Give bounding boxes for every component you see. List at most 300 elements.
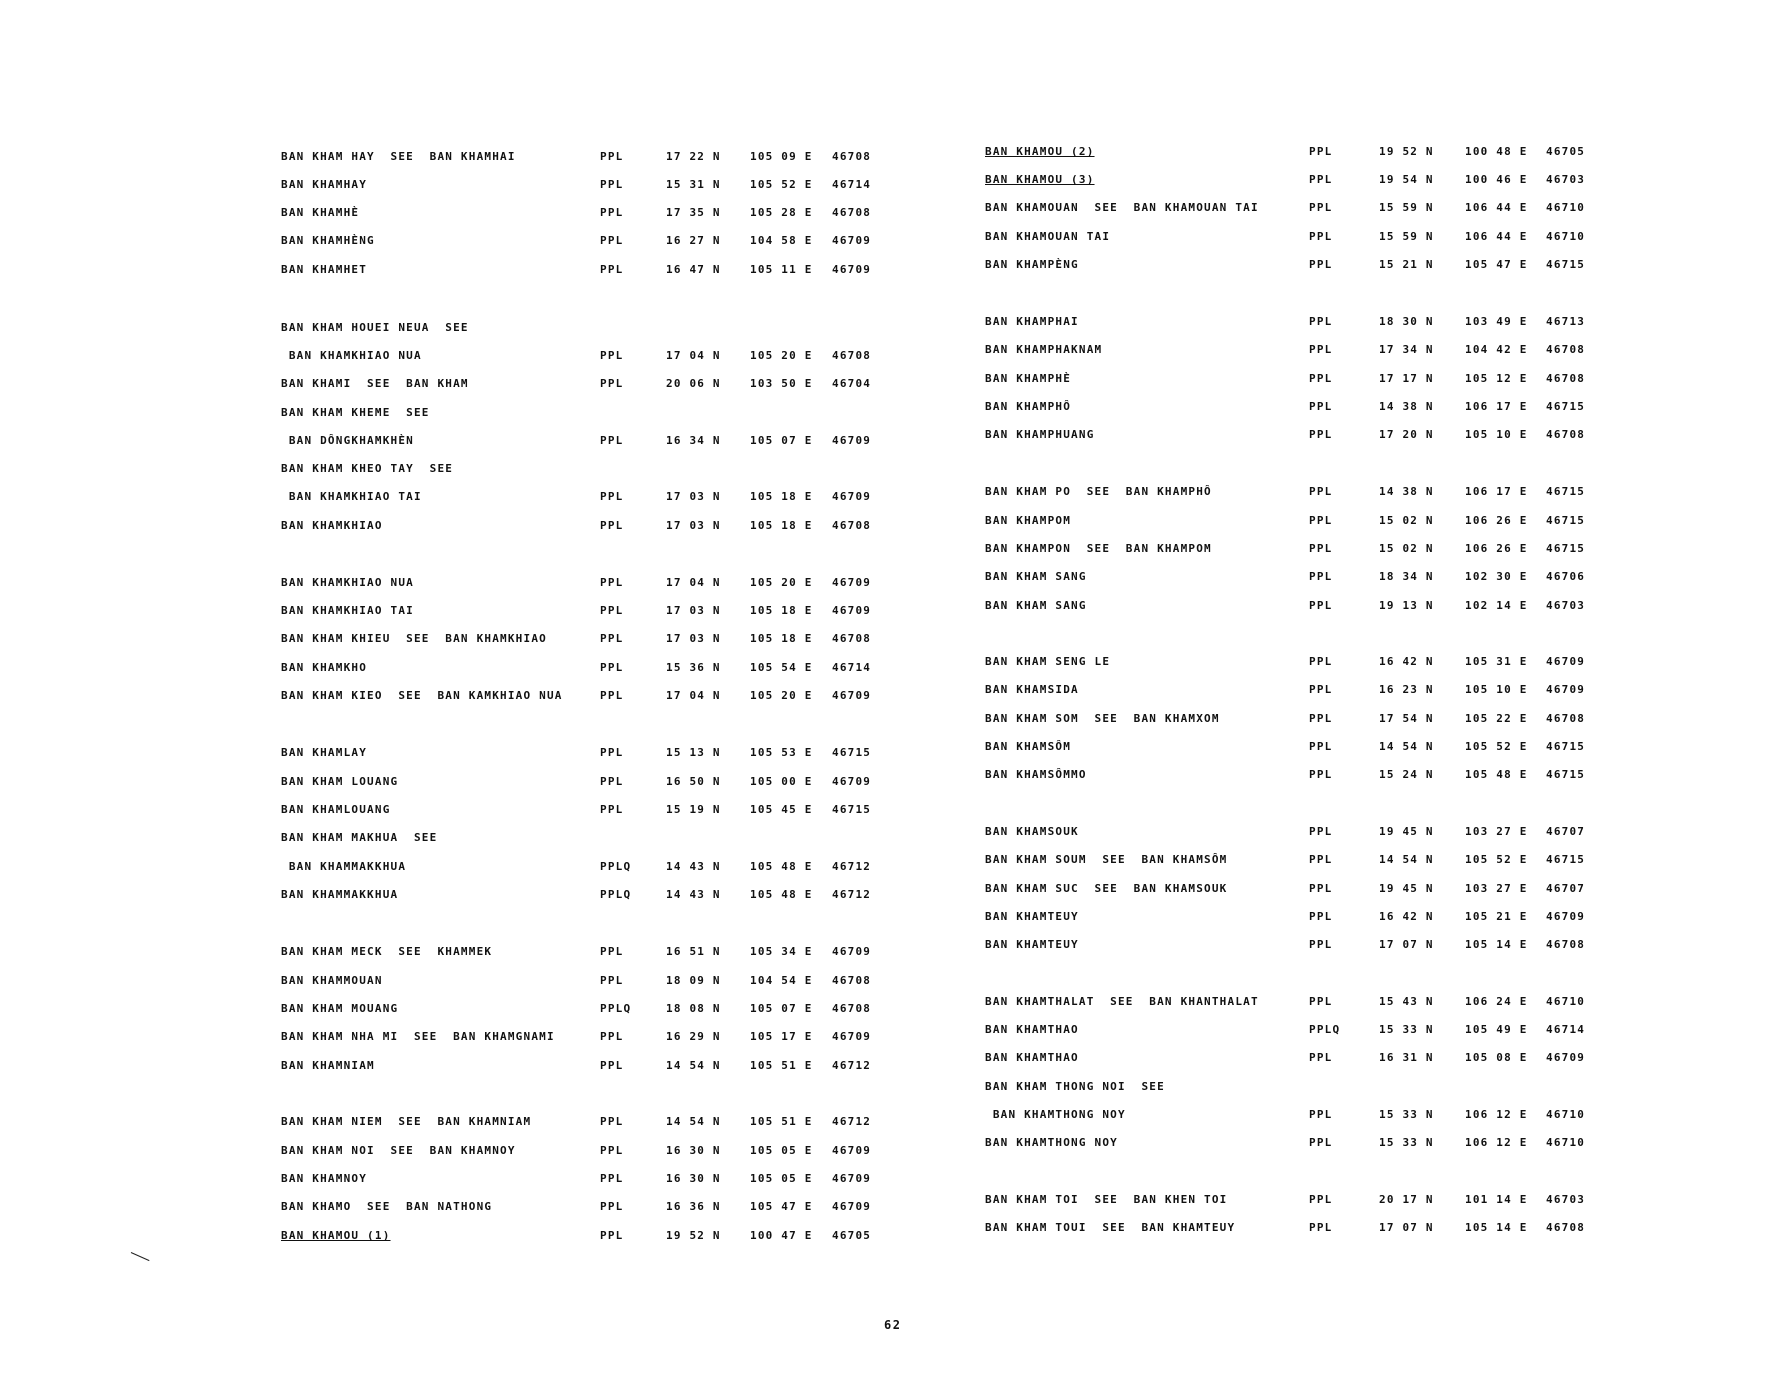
- entry-code: 46715: [1546, 514, 1586, 527]
- entry-lon: 105 53 E: [750, 746, 813, 759]
- entry-lat: 14 38 N: [1379, 400, 1434, 413]
- entry-type: PPL: [1309, 768, 1333, 781]
- entry-code: 46703: [1546, 1193, 1586, 1206]
- entry-type: PPL: [600, 206, 624, 219]
- entry-lat: 16 51 N: [666, 945, 721, 958]
- entry-type: PPL: [600, 349, 624, 362]
- entry-name: BAN KHAMKHIAO TAI: [281, 604, 414, 617]
- entry-type: PPL: [1309, 655, 1333, 668]
- entry-lat: 15 21 N: [1379, 258, 1434, 271]
- entry-lon: 102 30 E: [1465, 570, 1528, 583]
- entry-lon: 105 18 E: [750, 632, 813, 645]
- entry-name: BAN KHAMKHO: [281, 661, 368, 674]
- entry-code: 46714: [832, 661, 872, 674]
- entry-code: 46709: [832, 234, 872, 247]
- entry-lon: 105 28 E: [750, 206, 813, 219]
- entry-code: 46712: [832, 1059, 872, 1072]
- entry-code: 46703: [1546, 173, 1586, 186]
- entry-lon: 102 14 E: [1465, 599, 1528, 612]
- entry-name: BAN KHAMTHONG NOY: [985, 1108, 1126, 1121]
- entry-name: BAN KHAMSÔM: [985, 740, 1072, 753]
- entry-lat: 17 34 N: [1379, 343, 1434, 356]
- entry-lat: 17 04 N: [666, 349, 721, 362]
- entry-type: PPL: [1309, 343, 1333, 356]
- entry-name: BAN KHAMPOM: [985, 514, 1072, 527]
- entry-name: BAN KHAMTHAO: [985, 1023, 1079, 1036]
- entry-code: 46713: [1546, 315, 1586, 328]
- entry-name: BAN KHAMOU (2): [985, 145, 1095, 158]
- entry-code: 46715: [1546, 258, 1586, 271]
- entry-name: BAN KHAM THONG NOI SEE: [985, 1080, 1165, 1093]
- entry-type: PPL: [1309, 428, 1333, 441]
- entry-lon: 106 26 E: [1465, 514, 1528, 527]
- entry-lon: 106 24 E: [1465, 995, 1528, 1008]
- entry-type: PPL: [1309, 570, 1333, 583]
- entry-lon: 105 08 E: [1465, 1051, 1528, 1064]
- entry-name: BAN KHAMPHÈ: [985, 372, 1072, 385]
- entry-lat: 17 07 N: [1379, 1221, 1434, 1234]
- entry-name: BAN KHAMHÈNG: [281, 234, 375, 247]
- entry-lat: 16 42 N: [1379, 655, 1434, 668]
- entry-lon: 105 17 E: [750, 1030, 813, 1043]
- entry-name: BAN KHAM TOI SEE BAN KHEN TOI: [985, 1193, 1228, 1206]
- entry-name: BAN KHAM NOI SEE BAN KHAMNOY: [281, 1144, 516, 1157]
- entry-name: BAN KHAMKHIAO NUA: [281, 576, 414, 589]
- entry-name: BAN KHAMTEUY: [985, 910, 1079, 923]
- entry-lat: 16 31 N: [1379, 1051, 1434, 1064]
- entry-type: PPL: [1309, 1051, 1333, 1064]
- entry-lon: 103 27 E: [1465, 825, 1528, 838]
- entry-name: BAN KHAM PO SEE BAN KHAMPHÔ: [985, 485, 1212, 498]
- entry-name: BAN KHAMSIDA: [985, 683, 1079, 696]
- entry-type: PPL: [600, 1030, 624, 1043]
- entry-type: PPLQ: [600, 1002, 632, 1015]
- entry-lon: 105 52 E: [1465, 853, 1528, 866]
- entry-type: PPLQ: [1309, 1023, 1341, 1036]
- entry-name: BAN KHAM MAKHUA SEE: [281, 831, 438, 844]
- entry-lat: 17 22 N: [666, 150, 721, 163]
- entry-type: PPL: [1309, 599, 1333, 612]
- entry-lon: 106 44 E: [1465, 230, 1528, 243]
- entry-lon: 105 07 E: [750, 1002, 813, 1015]
- entry-lon: 105 18 E: [750, 604, 813, 617]
- entry-name: BAN KHAMOU (3): [985, 173, 1095, 186]
- entry-type: PPL: [600, 576, 624, 589]
- entry-lat: 14 38 N: [1379, 485, 1434, 498]
- entry-name: BAN KHAMHAY: [281, 178, 368, 191]
- entry-lat: 14 54 N: [1379, 740, 1434, 753]
- entry-type: PPL: [1309, 145, 1333, 158]
- entry-name: BAN KHAM SANG: [985, 599, 1087, 612]
- entry-lon: 106 12 E: [1465, 1108, 1528, 1121]
- entry-name: BAN DÔNGKHAMKHÈN: [281, 434, 414, 447]
- entry-type: PPL: [1309, 173, 1333, 186]
- entry-name: BAN KHAMPHUANG: [985, 428, 1095, 441]
- entry-name: BAN KHAM SUC SEE BAN KHAMSOUK: [985, 882, 1228, 895]
- entry-code: 46706: [1546, 570, 1586, 583]
- entry-name: BAN KHAMSÔMMO: [985, 768, 1087, 781]
- entry-name: BAN KHAM HAY SEE BAN KHAMHAI: [281, 150, 516, 163]
- entry-name: BAN KHAMNIAM: [281, 1059, 375, 1072]
- entry-type: PPL: [600, 1200, 624, 1213]
- entry-lat: 19 54 N: [1379, 173, 1434, 186]
- entry-type: PPL: [1309, 712, 1333, 725]
- entry-code: 46710: [1546, 1136, 1586, 1149]
- entry-code: 46703: [1546, 599, 1586, 612]
- entry-code: 46708: [832, 150, 872, 163]
- entry-name: BAN KHAMMOUAN: [281, 974, 383, 987]
- entry-lon: 105 52 E: [1465, 740, 1528, 753]
- entry-name: BAN KHAMNOY: [281, 1172, 368, 1185]
- entry-name: BAN KHAM KHIEU SEE BAN KHAMKHIAO: [281, 632, 547, 645]
- entry-lat: 17 03 N: [666, 604, 721, 617]
- entry-code: 46708: [1546, 1221, 1586, 1234]
- entry-code: 46715: [832, 803, 872, 816]
- entry-name: BAN KHAM KIEO SEE BAN KAMKHIAO NUA: [281, 689, 563, 702]
- entry-lon: 106 17 E: [1465, 485, 1528, 498]
- entry-lon: 105 00 E: [750, 775, 813, 788]
- entry-lon: 105 51 E: [750, 1115, 813, 1128]
- entry-lat: 18 08 N: [666, 1002, 721, 1015]
- entry-name: BAN KHAMPHAI: [985, 315, 1079, 328]
- entry-type: PPL: [1309, 825, 1333, 838]
- entry-type: PPLQ: [600, 888, 632, 901]
- entry-name: BAN KHAMOU (1): [281, 1229, 391, 1242]
- entry-code: 46714: [1546, 1023, 1586, 1036]
- entry-name: BAN KHAMKHIAO: [281, 519, 383, 532]
- entry-name: BAN KHAMTEUY: [985, 938, 1079, 951]
- entry-lon: 105 07 E: [750, 434, 813, 447]
- entry-type: PPL: [1309, 683, 1333, 696]
- entry-code: 46709: [832, 1172, 872, 1185]
- entry-type: PPL: [600, 1059, 624, 1072]
- entry-lon: 105 54 E: [750, 661, 813, 674]
- stray-pen-mark: [131, 1252, 150, 1261]
- entry-lat: 16 42 N: [1379, 910, 1434, 923]
- entry-code: 46707: [1546, 882, 1586, 895]
- entry-type: PPL: [600, 775, 624, 788]
- entry-type: PPL: [1309, 853, 1333, 866]
- entry-code: 46709: [1546, 683, 1586, 696]
- entry-type: PPL: [600, 1229, 624, 1242]
- entry-code: 46712: [832, 1115, 872, 1128]
- entry-lat: 17 20 N: [1379, 428, 1434, 441]
- entry-lat: 15 43 N: [1379, 995, 1434, 1008]
- entry-code: 46709: [832, 1200, 872, 1213]
- entry-type: PPL: [600, 178, 624, 191]
- entry-type: PPLQ: [600, 860, 632, 873]
- entry-type: PPL: [600, 803, 624, 816]
- entry-lon: 105 22 E: [1465, 712, 1528, 725]
- entry-lat: 19 52 N: [1379, 145, 1434, 158]
- entry-lon: 105 45 E: [750, 803, 813, 816]
- entry-lat: 16 50 N: [666, 775, 721, 788]
- entry-type: PPL: [1309, 995, 1333, 1008]
- entry-type: PPL: [600, 234, 624, 247]
- entry-lat: 17 17 N: [1379, 372, 1434, 385]
- entry-type: PPL: [600, 377, 624, 390]
- entry-type: PPL: [1309, 485, 1333, 498]
- entry-type: PPL: [1309, 400, 1333, 413]
- entry-code: 46708: [832, 974, 872, 987]
- entry-lon: 104 58 E: [750, 234, 813, 247]
- entry-type: PPL: [600, 263, 624, 276]
- entry-name: BAN KHAM TOUI SEE BAN KHAMTEUY: [985, 1221, 1236, 1234]
- entry-lon: 105 18 E: [750, 490, 813, 503]
- entry-code: 46708: [832, 1002, 872, 1015]
- entry-lon: 105 14 E: [1465, 1221, 1528, 1234]
- entry-lat: 15 59 N: [1379, 230, 1434, 243]
- entry-lat: 17 54 N: [1379, 712, 1434, 725]
- entry-lon: 105 12 E: [1465, 372, 1528, 385]
- entry-lat: 15 13 N: [666, 746, 721, 759]
- entry-type: PPL: [1309, 201, 1333, 214]
- entry-type: PPL: [600, 661, 624, 674]
- entry-lon: 105 47 E: [1465, 258, 1528, 271]
- entry-name: BAN KHAMTHAO: [985, 1051, 1079, 1064]
- entry-name: BAN KHAMKHIAO TAI: [281, 490, 422, 503]
- entry-lat: 16 36 N: [666, 1200, 721, 1213]
- entry-code: 46709: [832, 434, 872, 447]
- entry-lat: 20 06 N: [666, 377, 721, 390]
- entry-lat: 18 30 N: [1379, 315, 1434, 328]
- entry-code: 46715: [1546, 400, 1586, 413]
- entry-name: BAN KHAMKHIAO NUA: [281, 349, 422, 362]
- entry-type: PPL: [600, 1115, 624, 1128]
- entry-name: BAN KHAMOUAN TAI: [985, 230, 1111, 243]
- entry-code: 46708: [832, 206, 872, 219]
- entry-lat: 16 30 N: [666, 1144, 721, 1157]
- entry-lon: 106 17 E: [1465, 400, 1528, 413]
- entry-lat: 15 02 N: [1379, 542, 1434, 555]
- entry-lat: 15 02 N: [1379, 514, 1434, 527]
- entry-name: BAN KHAMI SEE BAN KHAM: [281, 377, 469, 390]
- entry-lat: 18 09 N: [666, 974, 721, 987]
- entry-name: BAN KHAMTHALAT SEE BAN KHANTHALAT: [985, 995, 1259, 1008]
- entry-code: 46709: [832, 775, 872, 788]
- entry-lon: 103 27 E: [1465, 882, 1528, 895]
- entry-code: 46709: [832, 1030, 872, 1043]
- entry-code: 46715: [1546, 768, 1586, 781]
- entry-lon: 105 05 E: [750, 1172, 813, 1185]
- entry-type: PPL: [600, 746, 624, 759]
- entry-lon: 105 05 E: [750, 1144, 813, 1157]
- entry-type: PPL: [1309, 1221, 1333, 1234]
- entry-name: BAN KHAMHET: [281, 263, 368, 276]
- entry-type: PPL: [600, 490, 624, 503]
- entry-code: 46707: [1546, 825, 1586, 838]
- entry-lat: 15 33 N: [1379, 1108, 1434, 1121]
- entry-type: PPL: [1309, 882, 1333, 895]
- entry-lon: 105 20 E: [750, 576, 813, 589]
- entry-lat: 19 45 N: [1379, 882, 1434, 895]
- entry-type: PPL: [600, 150, 624, 163]
- entry-code: 46704: [832, 377, 872, 390]
- entry-name: BAN KHAMSOUK: [985, 825, 1079, 838]
- entry-lon: 106 44 E: [1465, 201, 1528, 214]
- entry-lat: 16 29 N: [666, 1030, 721, 1043]
- entry-lat: 16 27 N: [666, 234, 721, 247]
- entry-code: 46709: [1546, 655, 1586, 668]
- entry-name: BAN KHAM SOUM SEE BAN KHAMSÔM: [985, 853, 1228, 866]
- entry-lon: 100 46 E: [1465, 173, 1528, 186]
- entry-code: 46715: [1546, 853, 1586, 866]
- entry-code: 46709: [832, 576, 872, 589]
- entry-type: PPL: [600, 689, 624, 702]
- entry-name: BAN KHAM LOUANG: [281, 775, 399, 788]
- entry-lat: 17 04 N: [666, 689, 721, 702]
- entry-code: 46710: [1546, 201, 1586, 214]
- entry-lon: 103 49 E: [1465, 315, 1528, 328]
- entry-code: 46708: [1546, 343, 1586, 356]
- entry-code: 46712: [832, 860, 872, 873]
- entry-lon: 105 48 E: [1465, 768, 1528, 781]
- entry-name: BAN KHAMPHÔ: [985, 400, 1072, 413]
- entry-lon: 105 21 E: [1465, 910, 1528, 923]
- entry-name: BAN KHAM HOUEI NEUA SEE: [281, 321, 469, 334]
- entry-lon: 101 14 E: [1465, 1193, 1528, 1206]
- entry-lat: 19 52 N: [666, 1229, 721, 1242]
- entry-lon: 105 31 E: [1465, 655, 1528, 668]
- entry-lon: 104 42 E: [1465, 343, 1528, 356]
- entry-code: 46710: [1546, 995, 1586, 1008]
- entry-lon: 105 20 E: [750, 689, 813, 702]
- entry-code: 46715: [1546, 485, 1586, 498]
- entry-type: PPL: [1309, 938, 1333, 951]
- entry-name: BAN KHAM MECK SEE KHAMMEK: [281, 945, 493, 958]
- entry-lat: 15 36 N: [666, 661, 721, 674]
- entry-lon: 104 54 E: [750, 974, 813, 987]
- entry-code: 46708: [832, 632, 872, 645]
- entry-name: BAN KHAMHÈ: [281, 206, 360, 219]
- entry-type: PPL: [1309, 740, 1333, 753]
- entry-name: BAN KHAM SENG LE: [985, 655, 1111, 668]
- entry-lon: 103 50 E: [750, 377, 813, 390]
- entry-lon: 100 47 E: [750, 1229, 813, 1242]
- entry-type: PPL: [600, 1144, 624, 1157]
- entry-name: BAN KHAM KHEO TAY SEE: [281, 462, 454, 475]
- entry-name: BAN KHAM NHA MI SEE BAN KHAMGNAMI: [281, 1030, 555, 1043]
- entry-code: 46709: [832, 689, 872, 702]
- entry-code: 46709: [832, 490, 872, 503]
- entry-code: 46712: [832, 888, 872, 901]
- entry-lat: 14 54 N: [1379, 853, 1434, 866]
- entry-type: PPL: [600, 632, 624, 645]
- entry-code: 46710: [1546, 230, 1586, 243]
- entry-code: 46715: [832, 746, 872, 759]
- entry-code: 46709: [832, 604, 872, 617]
- entry-lat: 15 31 N: [666, 178, 721, 191]
- entry-lat: 18 34 N: [1379, 570, 1434, 583]
- entry-lon: 105 34 E: [750, 945, 813, 958]
- entry-lon: 105 14 E: [1465, 938, 1528, 951]
- entry-lat: 16 34 N: [666, 434, 721, 447]
- entry-name: BAN KHAMLOUANG: [281, 803, 391, 816]
- entry-lon: 105 20 E: [750, 349, 813, 362]
- entry-type: PPL: [600, 945, 624, 958]
- entry-lat: 17 04 N: [666, 576, 721, 589]
- page-number: 62: [884, 1318, 902, 1332]
- entry-name: BAN KHAMPÈNG: [985, 258, 1079, 271]
- entry-lat: 15 59 N: [1379, 201, 1434, 214]
- entry-name: BAN KHAMPHAKNAM: [985, 343, 1103, 356]
- entry-code: 46708: [1546, 938, 1586, 951]
- entry-type: PPL: [1309, 372, 1333, 385]
- entry-lat: 17 03 N: [666, 519, 721, 532]
- entry-lat: 17 07 N: [1379, 938, 1434, 951]
- entry-lon: 105 18 E: [750, 519, 813, 532]
- entry-code: 46708: [1546, 428, 1586, 441]
- entry-lat: 19 13 N: [1379, 599, 1434, 612]
- entry-code: 46705: [832, 1229, 872, 1242]
- entry-code: 46709: [1546, 1051, 1586, 1064]
- entry-name: BAN KHAMMAKKHUA: [281, 888, 399, 901]
- entry-code: 46708: [832, 349, 872, 362]
- entry-lon: 105 09 E: [750, 150, 813, 163]
- entry-type: PPL: [1309, 910, 1333, 923]
- entry-lon: 105 47 E: [750, 1200, 813, 1213]
- entry-type: PPL: [600, 434, 624, 447]
- entry-name: BAN KHAMOUAN SEE BAN KHAMOUAN TAI: [985, 201, 1259, 214]
- entry-name: BAN KHAMO SEE BAN NATHONG: [281, 1200, 493, 1213]
- entry-lon: 105 10 E: [1465, 428, 1528, 441]
- entry-code: 46708: [832, 519, 872, 532]
- entry-name: BAN KHAM MOUANG: [281, 1002, 399, 1015]
- entry-lon: 106 12 E: [1465, 1136, 1528, 1149]
- entry-lon: 105 52 E: [750, 178, 813, 191]
- entry-code: 46708: [1546, 372, 1586, 385]
- entry-lat: 15 19 N: [666, 803, 721, 816]
- entry-lat: 15 24 N: [1379, 768, 1434, 781]
- entry-code: 46709: [832, 263, 872, 276]
- entry-lat: 19 45 N: [1379, 825, 1434, 838]
- entry-lon: 105 11 E: [750, 263, 813, 276]
- entry-name: BAN KHAMMAKKHUA: [281, 860, 407, 873]
- entry-code: 46714: [832, 178, 872, 191]
- entry-lon: 106 26 E: [1465, 542, 1528, 555]
- entry-lon: 105 49 E: [1465, 1023, 1528, 1036]
- entry-lat: 15 33 N: [1379, 1136, 1434, 1149]
- entry-type: PPL: [1309, 315, 1333, 328]
- entry-lon: 100 48 E: [1465, 145, 1528, 158]
- entry-type: PPL: [1309, 258, 1333, 271]
- entry-lon: 105 10 E: [1465, 683, 1528, 696]
- entry-lat: 17 35 N: [666, 206, 721, 219]
- entry-name: BAN KHAMLAY: [281, 746, 368, 759]
- entry-type: PPL: [1309, 230, 1333, 243]
- entry-name: BAN KHAMTHONG NOY: [985, 1136, 1118, 1149]
- entry-lat: 16 30 N: [666, 1172, 721, 1185]
- entry-code: 46715: [1546, 542, 1586, 555]
- entry-name: BAN KHAM NIEM SEE BAN KHAMNIAM: [281, 1115, 532, 1128]
- entry-lat: 17 03 N: [666, 490, 721, 503]
- entry-lon: 105 48 E: [750, 888, 813, 901]
- entry-lon: 105 48 E: [750, 860, 813, 873]
- entry-type: PPL: [1309, 1108, 1333, 1121]
- entry-lat: 17 03 N: [666, 632, 721, 645]
- entry-lat: 16 23 N: [1379, 683, 1434, 696]
- entry-type: PPL: [600, 519, 624, 532]
- entry-name: BAN KHAMPON SEE BAN KHAMPOM: [985, 542, 1212, 555]
- entry-type: PPL: [1309, 1193, 1333, 1206]
- entry-name: BAN KHAM SOM SEE BAN KHAMXOM: [985, 712, 1220, 725]
- entry-code: 46705: [1546, 145, 1586, 158]
- entry-type: PPL: [600, 604, 624, 617]
- entry-code: 46710: [1546, 1108, 1586, 1121]
- entry-lat: 16 47 N: [666, 263, 721, 276]
- entry-lon: 105 51 E: [750, 1059, 813, 1072]
- entry-lat: 14 54 N: [666, 1059, 721, 1072]
